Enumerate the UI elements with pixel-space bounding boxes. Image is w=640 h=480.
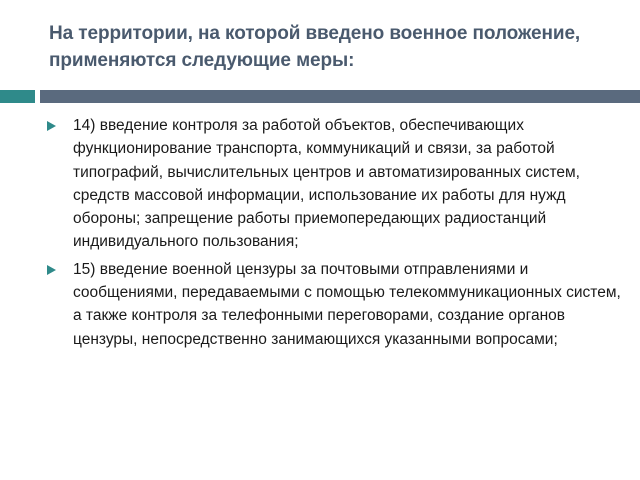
- triangle-bullet-icon: [47, 265, 56, 275]
- triangle-bullet-icon: [47, 121, 56, 131]
- list-item-text: 14) введение контроля за работой объектов, обеспечивающих функционирование транспорта, коммуникаций и связи, за работой типографий, вычислительных центров и автоматизированных систем, средств массовой информации, использование их работы для нужд обороны; запрещение работы приемопередающих радиостанций индивидуального пользования;: [73, 117, 580, 251]
- list-item: [47, 114, 632, 254]
- slide-title: На территории, на которой введено военное положение, применяются следующие меры:: [49, 23, 581, 71]
- bullet-list: [47, 114, 632, 355]
- list-item: [47, 258, 632, 351]
- list-item-text: 15) введение военной цензуры за почтовыми отправлениями и сообщениями, передаваемыми с помощью телекоммуникационных систем, а также контроля за телефонными переговорами, создание органов цензуры, непосредственно занимающихся указанными вопросами;: [73, 260, 621, 348]
- accent-band-teal: [0, 90, 35, 103]
- accent-band-slate: [40, 90, 640, 103]
